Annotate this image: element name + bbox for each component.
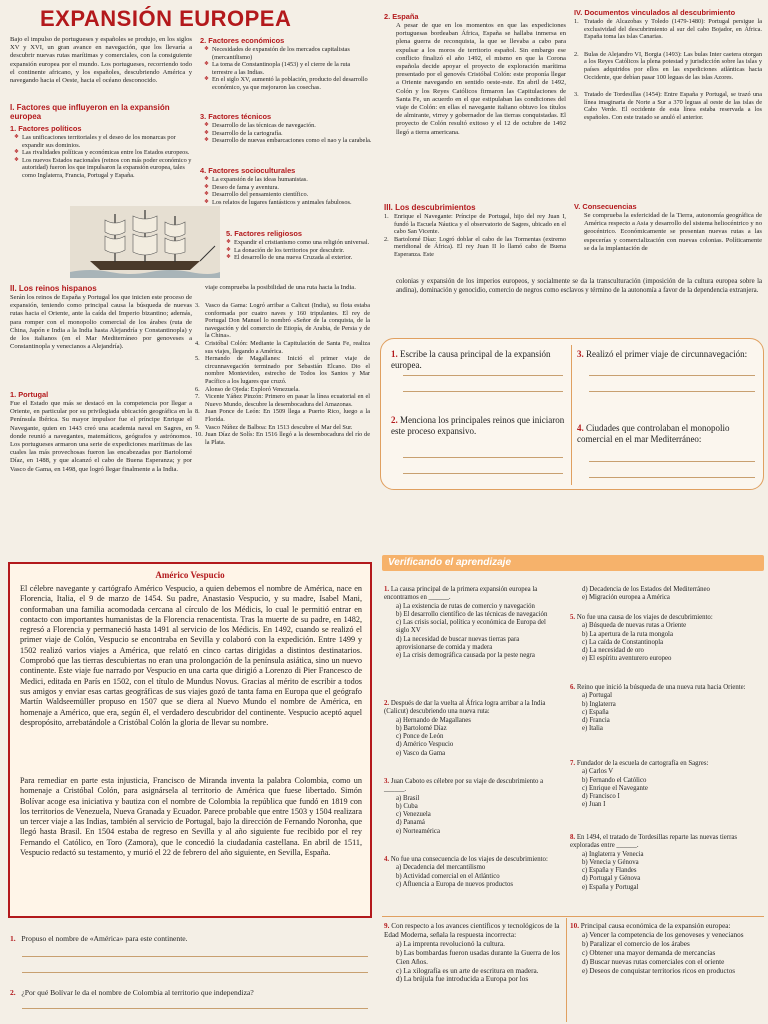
option[interactable]: a) Vencer la competencia de los genoveses y venecianos [582,930,744,939]
verification-title: Verificando el aprendizaje [388,557,512,568]
option[interactable]: a) La imprenta revolucionó la cultura. [396,939,505,948]
option[interactable]: c) España [582,708,609,716]
subheading-sociocultural: 4. Factores socioculturales [200,166,296,175]
option[interactable]: d) La brújula fue introducida a Europa por los [396,975,529,984]
list-item: ❖ Desarrollo de las técnicas de navegación. [204,122,372,130]
sociocultural-factors-list [204,176,372,206]
answer-line[interactable] [22,972,368,973]
option[interactable]: b) Fernando el Católico [582,776,647,784]
list-item: 4. Cristóbal Colón: Mediante la Capitulación de Santa Fe, realiza sus viajes, llegando a América. [195,339,370,355]
list-item: ❖ Las rivalidades políticas y económicas entre los Estados europeos. [14,149,192,157]
mc-question-1: 1. La causa principal de la primera expansión europea la encontramos en ______. a) La existencia de rutas de comercio y navegación b) El desarrollo científico de las técnicas de navegación c) Las crisis social, política y económica de Europa del siglo XV d) La necesidad de buscar nuevas tierras para aprovisionarse de comida y madera e) La crisis demográfica causada por la peste negra [384,586,560,661]
option[interactable]: c) España y Flandes [582,867,637,875]
question-4: 4. Ciudades que controlaban el monopolio comercial en el mar Mediterráneo: [577,423,730,444]
answer-line[interactable] [403,457,563,458]
answer-line[interactable] [589,477,755,478]
list-item: 1. Enrique el Navegante: Príncipe de Portugal, hijo del rey Juan I, fundó la Escuela Náutica y el observatorio de Sagres, ubicado en el cabo San Vicente. [384,213,566,236]
list-item: 3. Tratado de Tordesillas (1454): Entre España y Portugal, se trazó una línea imaginaria de Norte a Sur a 370 leguas al oeste de las islas de Cabo Verde. El occidente de esta línea estaba reservada a los españoles. Con este tratado se anuló el anterior. [574,91,762,121]
consequences-text: Se comprueba la esfericidad de la Tierra, autonomía geográfica de América respecto a Asia y desarrollo del sistema heliocéntrico y no geocéntrico. Económicamente se presentan nuevas rutas a las especerías y comercialización con nuevas colonias. Políticamente se da la implantación de [584,212,762,252]
option[interactable]: c) Enrique el Navegante [582,784,648,792]
vespucio-biography-box [8,562,372,918]
mc-question-7: 7. Fundador de la escuela de cartografía en Sagres: a) Carlos V b) Fernando el Católico c) Enrique el Navegante d) Francisco I e) Juan I [570,760,764,810]
list-item: 6. Alonso de Ojeda: Exploró Venezuela. [195,385,300,393]
biography-title: Américo Vespucio [155,570,225,580]
option[interactable]: d) Américo Vespucio [396,741,454,749]
mc-question-6: 6. Reino que inició la búsqueda de una nueva ruta hacia Oriente: a) Portugal b) Inglaterra c) España d) Francia e) Italia [570,684,764,734]
list-item: 3. Vasco da Gama: Logró arribar a Calicut (India), su flota estaba conformada por cuatro naves y 160 tripulantes. El rey de Portugal Don Manuel lo nombró «Señor de la conquista, de la navegación y del comercio de Etiopía, de Arabia, de Persia y de la China». [195,302,370,340]
consequences-cont-text: colonias y expansión de los imperios europeos, y socialmente se da la transculturación (imposición de la cultura europea sobre la andina), dominación y genocidio, comercio de negros como esclavos y término de la autonomía a favor de la dependencia extranjera. [396,278,762,294]
option[interactable]: b) Actividad comercial en el Atlántico [396,872,500,880]
subheading-portugal: 1. Portugal [10,390,49,399]
mc-question-8: 8. En 1494, el tratado de Tordesillas reparte las nuevas tierras exploradas entre ______. a) Inglaterra y Venecia b) Venecia y Génova c) España y Flandes d) Portugal y Génova e) España y Portugal [570,834,764,892]
mc-question-2: 2. Después de dar la vuelta al África logra arribar a la India (Calicut) descubriendo una nueva ruta: a) Hernando de Magallanes b) Bartolomé Díaz c) Ponce de León d) Américo Vespucio e) Vasco da Gama [384,700,560,758]
option[interactable]: c) Venezuela [396,811,431,819]
mc-question-4: 4. No fue una consecuencia de los viajes de descubrimiento: a) Decadencia del mercantilismo b) Actividad comercial en el Atlántico c) Afluencia a Europa de nuevos productos [384,856,560,889]
list-item: ❖ La donación de los territorios por descubrir. [226,247,372,255]
col2-lead-text: viaje comprueba la posibilidad de una ruta hacia la India. [205,284,356,291]
option[interactable]: b) Cuba [396,802,418,810]
biography-paragraph-1: El célebre navegante y cartógrafo Américo Vespucio, a quien debemos el nombre de América, nace en Florencia, Italia, el 9 de marzo de 1454. Su padre, Anastasio Vespucio, y su madre, Isabel Mani, conformaban una familia acomodada cercana al círculo de los Médicis, lo cual le permitió entrar en contacto con importantes humanistas de la Florencia renacentista. Tras la muerte de su padre, en 1482, regresó a Florencia y permaneció hasta 1491 al servicio de los Médicis. En 1492, cuando se realizó el primer viaje de Colón, Vespucio se encontraba en Sevilla y colaboró con la expedición. Entre 1499 y 1502 realizó varios viajes a América, que relató en cinco cartas dirigidas a distintos destinatarios. Comprobó que las tierras descubiertas no eran una prolongación de la península asiática, sino un nuevo continente. Este viaje fue narrado por Vespucio en una carta que dirigió a Lorenzo di Pier Francesco de Medici, editada en París en 1502, con el título de Mundus Novus. Gracias al mérito de escribir a todos sus amigos y enviar esas cartas geográficas de sus viajes gozó de tanta fama en Europa que el geógrafo Martín Waldseemüller propuso en 1507 que se diera al Nuevo Mundo el nombre de América, en homenaje a Américo, que era, según él, el verdadero descubridor del continente. Vespucio aceptó aquel despropósito, arrebatándole a Cristóbal Colón la gloria de llevar su nombre. [20,584,362,727]
spain-text: A pesar de que en los momentos en que las expediciones portuguesas bordeaban África, España se hallaba inmersa en plena guerra de reconquista, la que se llevaba a cabo para expulsar a los moros de territorio español. Sin embargo ese conflicto finalizó el año 1492, el mismo en que la Corona española decide apoyar el proyecto de exploración marítima presentado por el genovés Cristóbal Colón: este proponía llegar a Oriente navegando en sentido oeste-este. En abril de 1492, Colón y los Reyes Católicos firmaron las Capitulaciones de Santa Fe, un acuerdo en el que estipulaban las condiciones del viaje de Colón: en ellas el navegante italiano obtuvo los títulos de almirante, virrey y gobernador de las tierras conquistadas. El proyecto de Colón resultó exitoso y el 12 de octubre de 1492 llegó a tierra americana. [396,22,566,136]
option[interactable]: a) Carlos V [582,768,614,776]
mc-question-9: 9. Con respecto a los avances científicos y tecnológicos de la Edad Moderna, señala la respuesta incorrecta: a) La imprenta revolucionó la cultura. b) Las bombardas fueron usadas durante la Guerra de los Cien Años. c) La xilografía es un arte de escritura en madera. d) La brújula fue introducida a Europa por los [384,922,560,984]
option[interactable]: c) Las crisis social, política y económica de Europa del siglo XV [396,619,546,635]
intro-text: Bajo el impulso de portugueses y españoles se produjo, en los siglos XV y XVI, un gran avance en navegación, que los llevaría a descubrir nuevas rutas marítimas y comerciales, con la consiguiente expansión europea por el mundo. Los portugueses, recorriendo todo el continente africano, y los españoles, descubriendo América y navegando hacia el Oeste, hacia el océano desconocido. [10,36,192,85]
bio-question-1: 1. Propuso el nombre de «América» para este continente. [10,934,188,943]
option[interactable]: c) Afluencia a Europa de nuevos productos [396,880,514,888]
religious-factors-list [226,239,372,262]
sailing-ship-illustration [70,206,220,278]
discoveries-list-cont [195,302,370,446]
section-heading-factors: I. Factores que influyeron en la expansión europea [10,103,170,121]
answer-line[interactable] [403,391,563,392]
option[interactable]: d) Portugal y Génova [582,875,641,883]
option[interactable]: e) Italia [582,725,603,733]
option[interactable]: a) Hernando de Magallanes [396,716,471,724]
portugal-text: Fue el Estado que más se destacó en la competencia por llegar a Oriente, en particular por su privilegiada ubicación geográfica en la Península Ibérica. Su mayor impulsor fue el príncipe Enrique el Navegante, quien en 1443 creó una academia naval en Sagres, en donde reunió a navegantes, matemáticos, geógrafos y astrónomos. Los portugueses armaron una serie de expediciones marítimas de las cuales las más provechosas fueron las encabezadas por Bartolomé Díaz, en 1488, y que alcanzó el cabo de Buena Esperanza; y por Vasco de Gama, en 1498, que logró llegar finalmente a la India. [10,400,192,473]
subheading-economic: 2. Factores económicos [200,36,285,45]
list-item: 8. Juan Ponce de León: En 1509 llega a Puerto Rico, luego a la Florida. [195,408,370,423]
answer-line[interactable] [403,473,563,474]
list-item: ❖ Desarrollo de la cartografía. [204,130,372,138]
list-item: ❖ Deseo de fama y aventura. [204,184,372,192]
answer-line[interactable] [589,391,755,392]
technical-factors-list [204,122,372,145]
option[interactable]: e) El espíritu aventurero europeo [582,655,672,663]
option[interactable]: a) Búsqueda de nuevas rutas a Oriente [582,622,687,630]
option[interactable]: e) Juan I [582,801,606,809]
subheading-political: 1. Factores políticos [10,124,82,133]
mc-question-3: 3. Juan Caboto es célebre por su viaje de descubrimiento a ______. a) Brasil b) Cuba c) Venezuela d) Panamá e) Norteamérica [384,778,560,836]
option[interactable]: a) Portugal [582,692,613,700]
answer-line[interactable] [403,375,563,376]
option[interactable]: e) Vasco da Gama [396,749,446,757]
option[interactable]: c) Obtener una mayor demanda de mercancías [582,948,716,957]
subheading-technical: 3. Factores técnicos [200,112,272,121]
answer-line[interactable] [22,956,368,957]
answer-line[interactable] [22,1008,368,1009]
question-3: 3. Realizó el primer viaje de circunnavegación: [577,349,748,359]
option[interactable]: c) La caída de Constantinopla [582,638,664,646]
option[interactable]: b) La apertura de la ruta mongola [582,630,673,638]
option[interactable]: d) Decadencia de los Estados del Mediterráneo [582,586,710,593]
section-heading-consequences: V. Consecuencias [574,202,637,211]
list-item: 10. Juan Díaz de Solís: En 1516 llegó a la desembocadura del río de la Plata. [195,431,370,446]
list-item: ❖ Los nuevos Estados nacionales (reinos con más poder económico y autoridad) fueron los que impulsaron la expansión europea, tales como Inglaterra, Francia, Portugal y España. [14,157,192,180]
list-item: ❖ La toma de Constantinopla (1453) y el cierre de la ruta terrestre a las Indias. [204,61,372,76]
option[interactable]: d) La necesidad de buscar nuevas tierras para aprovisionarse de comida y madera [396,635,520,652]
divider [566,918,567,1022]
mc-question-5: 5. No fue una causa de los viajes de descubrimiento: a) Búsqueda de nuevas rutas a Oriente b) La apertura de la ruta mongola c) La caída de Constantinopla d) La necesidad de oro e) El espíritu aventurero europeo [570,614,764,664]
list-item: ❖ El desarrollo de una nueva Cruzada al exterior. [226,254,372,262]
question-1: 1. Escribe la causa principal de la expansión europea. [391,349,551,370]
option[interactable]: d) La necesidad de oro [582,647,644,655]
answer-line[interactable] [589,461,755,462]
list-item: 2. Bartolomé Díaz: Logró doblar el cabo de las Tormentas (extremo meridional de África). El rey Juan II lo llamó cabo de Buena Esperanza. Este [384,235,566,258]
list-item: 7. Vicente Yáñez Pinzón: Primero en pasar la línea ecuatorial en el Nuevo Mundo, descubre la desembocadura del Amazonas. [195,393,370,408]
option[interactable]: d) Francia [582,717,610,725]
list-item: 5. Hernando de Magallanes: Inició el primer viaje de circunnavegación terminado por Sebastián Elcano. Dio el nombre Montevideo, estrecho de Todos los Santos y Mar Pacífico a los lugares que cruzó. [195,355,370,385]
mc-question-4-cont [570,586,764,603]
list-item: ❖ Desarrollo de nuevas embarcaciones como el nao y la carabela. [204,137,372,145]
option[interactable]: b) Bartolomé Díaz [396,724,447,732]
list-item: ❖ En el siglo XV, aumentó la población, producto del desarrollo económico, ya que mejoraron las cosechas. [204,76,372,91]
verification-header [382,555,764,571]
subheading-religious: 5. Factores religiosos [226,229,302,238]
list-item: ❖ Expandir el cristianismo como una religión universal. [226,239,372,247]
question-2: 2. Menciona los principales reinos que iniciaron este proceso expansivo. [391,415,565,436]
option[interactable]: e) Norteamérica [396,827,440,835]
option[interactable]: b) Inglaterra [582,700,616,708]
bio-question-2: 2. ¿Por qué Bolívar le da el nombre de Colombia al territorio que independiza? [10,988,254,997]
option[interactable]: c) La xilografía es un arte de escritura en madera. [396,966,539,975]
political-factors-list [14,134,192,180]
question-box [380,338,764,490]
option[interactable]: a) Decadencia del mercantilismo [396,864,486,872]
option[interactable]: b) Paralizar el comercio de los árabes [582,939,690,948]
subheading-spain: 2. España [384,12,419,21]
option[interactable]: e) Deseos de conquistar territorios ricos en productos [582,966,736,975]
option[interactable]: a) Brasil [396,794,420,802]
page-title: EXPANSIÓN EUROPEA [40,6,292,31]
list-item: ❖ Las unificaciones territoriales y el deseo de los monarcas por expandir sus dominios. [14,134,192,149]
kingdoms-text: Serán los reinos de España y Portugal los que inicien este proceso de expansión, teniendo como principal causa la búsqueda de nuevas rutas hacia el Oriente, ante la caída del Imperio bizantino; además, para romper con el monopolio comercial de los árabes (ruta de China, Japón e India a la India hasta Alejandría y Constantinopla) y de los italianos (en el Mar Mediterráneo por genoveses a Constantinopla y venecianos a Alejandría). [10,294,192,351]
section-heading-discoveries: III. Los descubrimientos [384,203,476,212]
option[interactable]: c) Ponce de León [396,733,444,741]
divider [571,345,572,485]
biography-paragraph-2: Para remediar en parte esta injusticia, Francisco de Miranda inventa la palabra Colombia, como un homenaje a Cristóbal Colón, para asignársela al territorio de América que fuese libertado. Simón Bolívar acoge esa iniciativa y bautiza con el nombre de Colombia la república que fundó en 1819 con los territorios de Venezuela, Nueva Granada y Ecuador. Parece probable que entre 1503 y 1504 realizara un tercer viaje a las Indias, también al servicio de Portugal, bajo la dirección de Fernando Noronha, que llegó hasta Brasil. En 1504 estaba de regreso en Sevilla y al año siguiente fue recibido por el rey Fernando el Católico, en Toro (Zamora), que le concedió la ciudadanía castellana. En abril de 1511, Vespucio redactó su testamento, y murió el 22 de febrero del año siguiente, en Sevilla, España. [20,776,362,858]
divider [382,916,764,917]
option[interactable]: a) La existencia de rutas de comercio y navegación [396,602,535,610]
list-item: ❖ La expansión de las ideas humanistas. [204,176,372,184]
answer-line[interactable] [589,375,755,376]
option[interactable]: b) Venecia y Génova [582,858,639,866]
list-item: 2. Bulas de Alejandro VI, Borgia (1493): Las bulas Inter caetera otorgan a los Reyes Católicos la plena potestad y jurisdicción sobre las islas y países adquiridos por ellos en las expediciones atlánticas hacia Occidente, que debían pasar 100 leguas de las islas Azores. [574,50,762,81]
list-item: ❖ Los relatos de lugares fantásticos y animales fabulosos. [204,199,372,207]
list-item: 1. Tratado de Alcazobas y Toledo (1479-1480): Portugal persigue la exclusividad del descubrimiento al sur del cabo Bojador, en África. España toma las islas Canarias. [574,18,762,41]
list-item: ❖ Necesidades de expansión de los mercados capitalistas (mercantilismo) [204,46,372,61]
section-heading-documents: IV. Documentos vinculados al descubrimiento [574,8,736,17]
list-item: ❖ Desarrollo del pensamiento científico. [204,191,372,199]
economic-factors-list [204,46,372,92]
option[interactable]: d) Panamá [396,819,425,827]
option[interactable]: d) Buscar nuevas rutas comerciales con el oriente [582,957,725,966]
option[interactable]: e) España y Portugal [582,883,639,891]
option[interactable]: e) La crisis demográfica causada por la peste negra [396,652,535,660]
documents-list [574,18,762,122]
list-item: 9. Vasco Núñez de Balboa: En 1513 descubre el Mar del Sur. [195,423,353,431]
option[interactable]: d) Francisco I [582,793,620,801]
option[interactable]: e) Migración europea a América [582,594,670,602]
option[interactable]: b) Las bombardas fueron usadas durante la Guerra de los Cien Años. [396,948,560,966]
mc-question-10: 10. Principal causa económica de la expansión europea: a) Vencer la competencia de los genoveses y venecianos b) Paralizar el comercio de los árabes c) Obtener una mayor demanda de mercancías d) Buscar nuevas rutas comerciales con el oriente e) Deseos de conquistar territorios ricos en productos [570,922,764,975]
option[interactable]: b) El desarrollo científico de las técnicas de navegación [396,610,548,618]
option[interactable]: a) Inglaterra y Venecia [582,850,644,858]
section-heading-kingdoms: II. Los reinos hispanos [10,284,97,293]
discoveries-list [384,213,566,259]
